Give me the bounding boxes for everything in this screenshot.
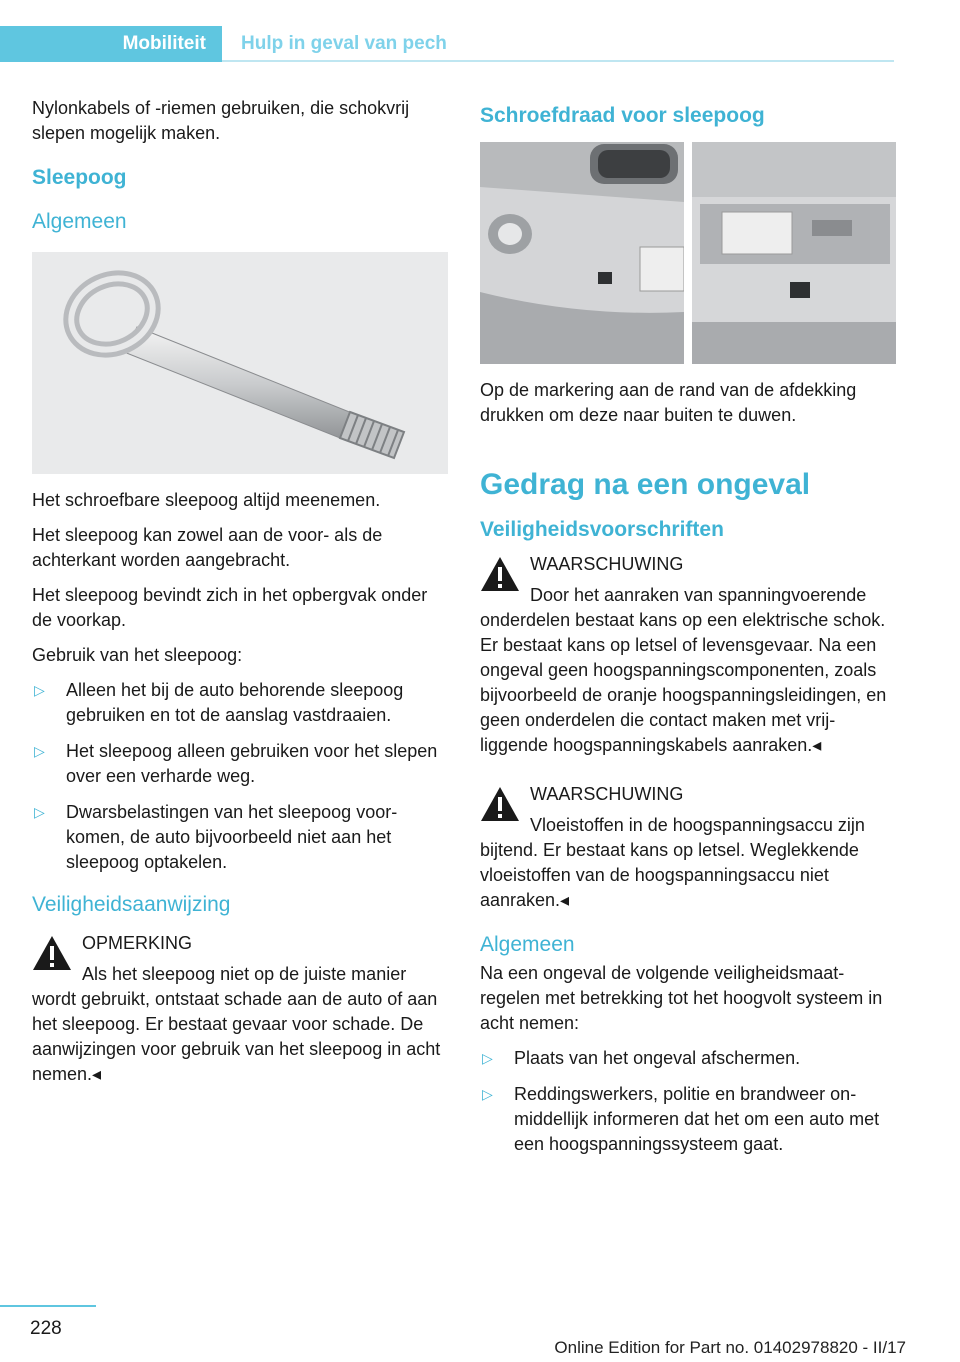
notice-body: Als het sleepoog niet op de juiste manier wordt gebruikt, ontstaat schade aan de auto of aan het sleepoog. Er bestaat gevaar voor schade. De aanwijzingen voor gebruik van het sleepoog in acht nemen.◂ bbox=[32, 964, 441, 1084]
paragraph-maatregelen: Na een ongeval de volgende veiligheidsmaatregelen met betrekking tot het hoogvolt systeem in acht nemen: bbox=[480, 963, 883, 1033]
header-divider bbox=[222, 60, 894, 62]
heading-algemeen-right: Algemeen bbox=[480, 933, 575, 956]
warning-triangle-icon bbox=[480, 786, 520, 822]
warning-title-2: WAARSCHUWING bbox=[530, 784, 684, 804]
caption-afdekking: Op de markering aan de rand van de afdekking drukken om deze naar buiten te duwen. bbox=[480, 380, 857, 425]
list-item: ▷ Reddingswerkers, politie en brandweer onmiddellijk informeren dat het om een auto met een hoogspanningssysteem gaat. bbox=[482, 1084, 880, 1154]
triangle-right-icon: ▷ bbox=[34, 682, 45, 698]
list-item: ▷ Alleen het bij de auto behorende sleepoog gebruiken en tot de aanslag vastdraaien. bbox=[34, 680, 404, 725]
front-bumper-illustration bbox=[480, 142, 684, 364]
rear-bumper-illustration bbox=[692, 142, 896, 364]
paragraph-gebruik: Gebruik van het sleepoog: bbox=[32, 645, 243, 665]
bumper-image-front bbox=[480, 142, 684, 364]
footer-divider bbox=[0, 1305, 96, 1307]
list-item: ▷ Dwarsbelastingen van het sleepoog voorkomen, de auto bijvoorbeeld niet aan het sleepoog optakelen. bbox=[34, 802, 398, 872]
warning-box-1 bbox=[480, 552, 896, 758]
warning-box-2 bbox=[480, 782, 896, 913]
heading-gedrag: Gedrag na een ongeval bbox=[480, 468, 811, 501]
heading-sleepoog: Sleepoog bbox=[32, 166, 127, 189]
warning-body-2: Vloeistoffen in de hoogspanningsaccu zijn bijtend. Er bestaat kans op letsel. Weglekkende vloeistoffen van de hoogspanningsaccu niet aanraken.◂ bbox=[480, 815, 865, 910]
triangle-right-icon: ▷ bbox=[34, 804, 45, 820]
tow-eye-image bbox=[32, 252, 448, 474]
bumper-images bbox=[480, 142, 896, 364]
paragraph-voor-achter: Het sleepoog kan zowel aan de voor- als de achterkant worden aangebracht. bbox=[32, 525, 383, 570]
paragraph-opbergvak: Het sleepoog bevindt zich in het opbergvak onder de voorkap. bbox=[32, 585, 428, 630]
intro-paragraph: Nylonkabels of -riemen gebruiken, die schokvrij slepen mogelijk maken. bbox=[32, 98, 410, 143]
warning-triangle-icon bbox=[32, 935, 72, 971]
heading-veiligheidsaanwijzing: Veiligheidsaanwijzing bbox=[32, 893, 231, 916]
page-number: 228 bbox=[30, 1318, 62, 1339]
triangle-right-icon: ▷ bbox=[34, 743, 45, 759]
notice-title: OPMERKING bbox=[82, 933, 193, 953]
bumper-image-rear bbox=[692, 142, 896, 364]
list-item: ▷ Het sleepoog alleen gebruiken voor het slepen over een verharde weg. bbox=[34, 741, 438, 786]
header-section: Mobiliteit bbox=[0, 26, 222, 62]
triangle-right-icon: ▷ bbox=[482, 1086, 493, 1102]
right-column bbox=[480, 96, 896, 1168]
warning-title-1: WAARSCHUWING bbox=[530, 554, 684, 574]
usage-list bbox=[32, 678, 448, 875]
online-edition-note: Online Edition for Part no. 01402978820 - II/17 bbox=[554, 1338, 906, 1357]
heading-schroefdraad: Schroefdraad voor sleepoog bbox=[480, 104, 765, 127]
heading-algemeen-left: Algemeen bbox=[32, 210, 127, 233]
heading-veiligheidsvoorschriften: Veiligheidsvoorschriften bbox=[480, 518, 724, 541]
measures-list bbox=[480, 1046, 896, 1157]
triangle-right-icon: ▷ bbox=[482, 1050, 493, 1066]
list-item: ▷ Plaats van het ongeval afschermen. bbox=[480, 1046, 896, 1071]
header-subsection: Hulp in geval van pech bbox=[241, 33, 447, 54]
warning-triangle-icon bbox=[480, 556, 520, 592]
left-column bbox=[32, 96, 448, 1099]
warning-body-1: Door het aanraken van spanningvoerende onderdelen bestaat kans op een elektrische schok. Er bestaat kans op letsel of levensgevaar. Na een ongeval geen hoogspanningscomponenten, zoals bijvoorbeeld de oranje hoogspanningsleidingen, en geen onderdelen die contact maken met vrijliggende hoogspanningskabels aanraken.◂ bbox=[480, 585, 887, 755]
paragraph-meenemen: Het schroefbare sleepoog altijd meenemen. bbox=[32, 490, 381, 510]
notice-box bbox=[32, 931, 448, 1087]
page-header bbox=[0, 26, 894, 62]
tow-eye-illustration bbox=[32, 252, 448, 474]
